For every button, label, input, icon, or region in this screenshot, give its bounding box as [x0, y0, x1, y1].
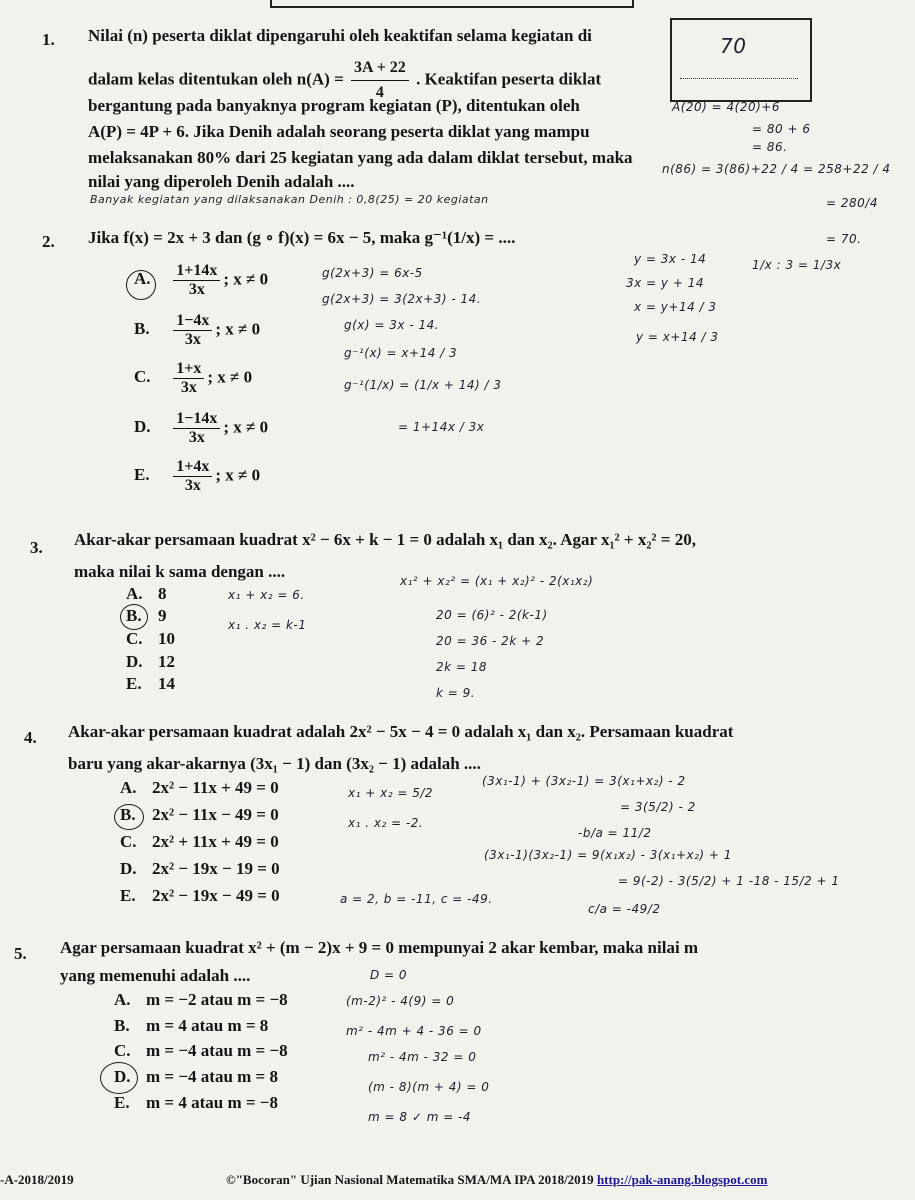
q4-work-2: a = 2, b = -11, c = -49. — [340, 892, 493, 906]
q2-e-cond: ; x ≠ 0 — [215, 465, 261, 485]
q4-option-d[interactable] — [120, 859, 280, 879]
q5-option-e[interactable] — [114, 1093, 278, 1113]
q1-line4: A(P) = 4P + 6. Jika Denih adalah seorang peserta diklat yang mampu — [88, 122, 590, 141]
q1-number: 1. — [42, 30, 55, 49]
q4-option-a[interactable] — [120, 778, 279, 798]
q5-option-e-label: E. — [114, 1093, 130, 1112]
q2-number: 2. — [42, 232, 55, 251]
q5-option-d[interactable] — [114, 1067, 278, 1087]
q3-option-c-text: 10 — [158, 629, 175, 648]
q2-c-num: 1+x — [173, 360, 204, 379]
q5-work-1: (m-2)² - 4(9) = 0 — [346, 994, 455, 1008]
q2-work-6: y = 3x - 14 — [634, 252, 707, 266]
q4-number: 4. — [24, 728, 37, 747]
q1-work-4: n(86) = 3(86)+22 / 4 = 258+22 / 4 — [662, 162, 891, 176]
footer-title — [226, 1172, 767, 1188]
q1-work-0: Banyak kegiatan yang dilaksanakan Denih : 0,8(25) = 20 kegiatan — [90, 193, 489, 206]
q2-c-cond: ; x ≠ 0 — [207, 367, 253, 387]
q2-option-a-label: A. — [134, 269, 151, 289]
q5-work-5: m = 8 ✓ m = -4 — [368, 1110, 472, 1124]
q2-work-5: = 1+14x / 3x — [398, 420, 485, 434]
q2-b-den: 3x — [184, 331, 201, 348]
q1-line5: melaksanakan 80% dari 25 kegiatan yang ada dalam diklat tersebut, maka — [88, 148, 633, 167]
q2-option-e-label: E. — [134, 465, 150, 485]
q3-number: 3. — [30, 538, 43, 557]
q5-option-b-label: B. — [114, 1016, 130, 1035]
q1-frac-den: 4 — [375, 84, 384, 101]
q5-line1: Agar persamaan kuadrat x² + (m − 2)x + 9 = 0 mempunyai 2 akar kembar, maka nilai m — [60, 938, 699, 957]
q5-work-4: (m - 8)(m + 4) = 0 — [368, 1080, 490, 1094]
q3-work-6: k = 9. — [436, 686, 476, 700]
q4-option-d-text: 2x² − 19x − 19 = 0 — [152, 859, 280, 878]
q2-option-a-fraction — [173, 262, 220, 299]
q3-work-1: x₁ . x₂ = k-1 — [228, 618, 307, 632]
q2-work-0: g(2x+3) = 6x-5 — [322, 266, 423, 280]
q1-frac-num: 3A + 22 — [351, 56, 409, 81]
q4-work-4: = 3(5/2) - 2 — [620, 800, 696, 814]
q4-option-c[interactable] — [120, 832, 279, 852]
q5-line2: yang memenuhi adalah .... — [60, 966, 251, 985]
q3-answer-circle — [120, 604, 148, 630]
q1-work-5: = 280/4 — [826, 196, 878, 210]
q2-work-8: x = y+14 / 3 — [634, 300, 717, 314]
footer-title-text: ©"Bocoran" Ujian Nasional Matematika SMA/MA IPA 2018/2019 — [226, 1172, 594, 1187]
q5-option-b-text: m = 4 atau m = 8 — [146, 1016, 269, 1035]
q2-option-c-fraction — [173, 360, 204, 397]
q2-option-b-fraction — [173, 312, 212, 349]
q4-option-e[interactable] — [120, 886, 280, 906]
q3-option-a-text: 8 — [158, 584, 167, 603]
q4-work-7: = 9(-2) - 3(5/2) + 1 -18 - 15/2 + 1 — [618, 874, 840, 888]
q2-answer-circle — [126, 270, 156, 300]
q5-number: 5. — [14, 944, 27, 963]
q3-option-b-text: 9 — [158, 606, 167, 625]
q2-b-cond: ; x ≠ 0 — [215, 319, 261, 339]
footer-link[interactable]: http://pak-anang.blogspot.com — [596, 1172, 768, 1187]
q1-work-6: = 70. — [826, 232, 862, 246]
q4-option-c-text: 2x² + 11x + 49 = 0 — [152, 832, 279, 851]
q4-line2: baru yang akar-akarnya (3x₁ − 1) dan (3x₂ − 1) adalah .... — [68, 754, 481, 773]
q3-line2: maka nilai k sama dengan .... — [74, 562, 286, 581]
q3-work-3: 20 = (6)² - 2(k-1) — [436, 608, 548, 622]
q1-line2-start: dalam kelas ditentukan oleh n(A) = — [88, 69, 344, 89]
q2-a-num: 1+14x — [173, 262, 220, 281]
q3-line1: Akar-akar persamaan kuadrat x² − 6x + k − 1 = 0 adalah x₁ dan x₂. Agar x₁² + x₂² = 20, — [74, 530, 696, 549]
q3-work-4: 20 = 36 - 2k + 2 — [436, 634, 545, 648]
q3-option-e[interactable] — [126, 674, 175, 694]
q2-a-cond: ; x ≠ 0 — [223, 269, 269, 289]
q4-option-a-text: 2x² − 11x + 49 = 0 — [152, 778, 279, 797]
q3-option-b-label: B. — [126, 606, 142, 625]
q2-e-num: 1+4x — [173, 458, 212, 477]
score-box — [670, 18, 812, 102]
q3-option-d-label: D. — [126, 652, 143, 671]
q3-option-c[interactable] — [126, 629, 175, 649]
q5-option-a-label: A. — [114, 990, 131, 1009]
q3-work-5: 2k = 18 — [436, 660, 488, 674]
q3-option-a-label: A. — [126, 584, 143, 603]
q5-work-0: D = 0 — [370, 968, 408, 982]
q2-work-10: 1/x : 3 = 1/3x — [752, 258, 842, 272]
q2-d-den: 3x — [188, 429, 205, 446]
q2-option-d-label: D. — [134, 417, 151, 437]
score-line — [680, 78, 798, 79]
q5-option-a-text: m = −2 atau m = −8 — [146, 990, 288, 1009]
q1-work-1: A(20) = 4(20)+6 — [672, 100, 780, 114]
q2-option-e[interactable] — [134, 458, 260, 495]
q2-work-2: g(x) = 3x - 14. — [344, 318, 440, 332]
q2-e-den: 3x — [184, 477, 201, 494]
q5-option-d-text: m = −4 atau m = 8 — [146, 1067, 278, 1086]
q2-work-7: 3x = y + 14 — [626, 276, 704, 290]
q4-work-8: c/a = -49/2 — [588, 902, 661, 916]
q5-option-c-text: m = −4 atau m = −8 — [146, 1041, 288, 1060]
q4-work-5: -b/a = 11/2 — [578, 826, 652, 840]
q3-option-a[interactable] — [126, 584, 167, 604]
q4-work-0: x₁ + x₂ = 5/2 — [348, 786, 434, 800]
q3-work-2: x₁² + x₂² = (x₁ + x₂)² - 2(x₁x₂) — [400, 574, 594, 588]
q3-option-e-text: 14 — [158, 674, 175, 693]
q1-work-2: = 80 + 6 — [752, 122, 811, 136]
q4-option-a-label: A. — [120, 778, 137, 797]
q1-line2-end: . Keaktifan peserta diklat — [416, 69, 602, 89]
score-value: 70 — [720, 34, 747, 58]
q4-work-1: x₁ . x₂ = -2. — [348, 816, 424, 830]
q5-option-b[interactable] — [114, 1016, 268, 1036]
q1-line3: bergantung pada banyaknya program kegiatan (P), ditentukan oleh — [88, 96, 580, 115]
q3-option-e-label: E. — [126, 674, 142, 693]
q2-option-c-label: C. — [134, 367, 151, 387]
q2-option-d[interactable] — [134, 410, 268, 447]
q4-option-e-text: 2x² − 19x − 49 = 0 — [152, 886, 280, 905]
q2-work-9: y = x+14 / 3 — [636, 330, 719, 344]
q2-option-e-fraction — [173, 458, 212, 495]
q1-work-3: = 86. — [752, 140, 788, 154]
q4-answer-circle — [114, 804, 144, 830]
q4-work-6: (3x₁-1)(3x₂-1) = 9(x₁x₂) - 3(x₁+x₂) + 1 — [484, 848, 732, 862]
q2-d-num: 1−14x — [173, 410, 220, 429]
q3-option-d-text: 12 — [158, 652, 175, 671]
q5-option-e-text: m = 4 atau m = −8 — [146, 1093, 278, 1112]
q4-option-b-text: 2x² − 11x − 49 = 0 — [152, 805, 279, 824]
q5-answer-circle — [100, 1062, 138, 1094]
q2-stem: Jika f(x) = 2x + 3 dan (g ∘ f)(x) = 6x − 5, maka g⁻¹(1/x) = .... — [88, 228, 516, 247]
q2-b-num: 1−4x — [173, 312, 212, 331]
q3-option-c-label: C. — [126, 629, 143, 648]
q5-work-2: m² - 4m + 4 - 36 = 0 — [346, 1024, 482, 1038]
q4-line1: Akar-akar persamaan kuadrat adalah 2x² − 5x − 4 = 0 adalah x₁ dan x₂. Persamaan kuadrat — [68, 722, 734, 741]
q5-work-3: m² - 4m - 32 = 0 — [368, 1050, 477, 1064]
q3-work-0: x₁ + x₂ = 6. — [228, 588, 305, 602]
q1-line6: nilai yang diperoleh Denih adalah .... — [88, 172, 355, 191]
q4-option-e-label: E. — [120, 886, 136, 905]
footer-code: -A-2018/2019 — [0, 1172, 74, 1187]
q4-work-3: (3x₁-1) + (3x₂-1) = 3(x₁+x₂) - 2 — [482, 774, 686, 788]
q2-work-3: g⁻¹(x) = x+14 / 3 — [344, 346, 458, 360]
q2-c-den: 3x — [180, 379, 197, 396]
q5-option-c-label: C. — [114, 1041, 131, 1060]
q2-option-b[interactable] — [134, 312, 260, 349]
header-frame-edge — [270, 0, 634, 8]
q4-option-b-label: B. — [120, 805, 136, 824]
q4-option-d-label: D. — [120, 859, 137, 878]
q2-work-4: g⁻¹(1/x) = (1/x + 14) / 3 — [344, 378, 502, 392]
q2-option-d-fraction — [173, 410, 220, 447]
q2-a-den: 3x — [188, 281, 205, 298]
q1-line1: Nilai (n) peserta diklat dipengaruhi oleh keaktifan selama kegiatan di — [88, 26, 592, 45]
q3-option-d[interactable] — [126, 652, 175, 672]
q5-option-a[interactable] — [114, 990, 288, 1010]
q2-option-c[interactable] — [134, 360, 252, 397]
q5-option-c[interactable] — [114, 1041, 288, 1061]
q4-option-c-label: C. — [120, 832, 137, 851]
q5-option-d-label: D. — [114, 1067, 131, 1086]
q2-work-1: g(2x+3) = 3(2x+3) - 14. — [322, 292, 482, 306]
q2-d-cond: ; x ≠ 0 — [223, 417, 269, 437]
q2-option-b-label: B. — [134, 319, 150, 339]
